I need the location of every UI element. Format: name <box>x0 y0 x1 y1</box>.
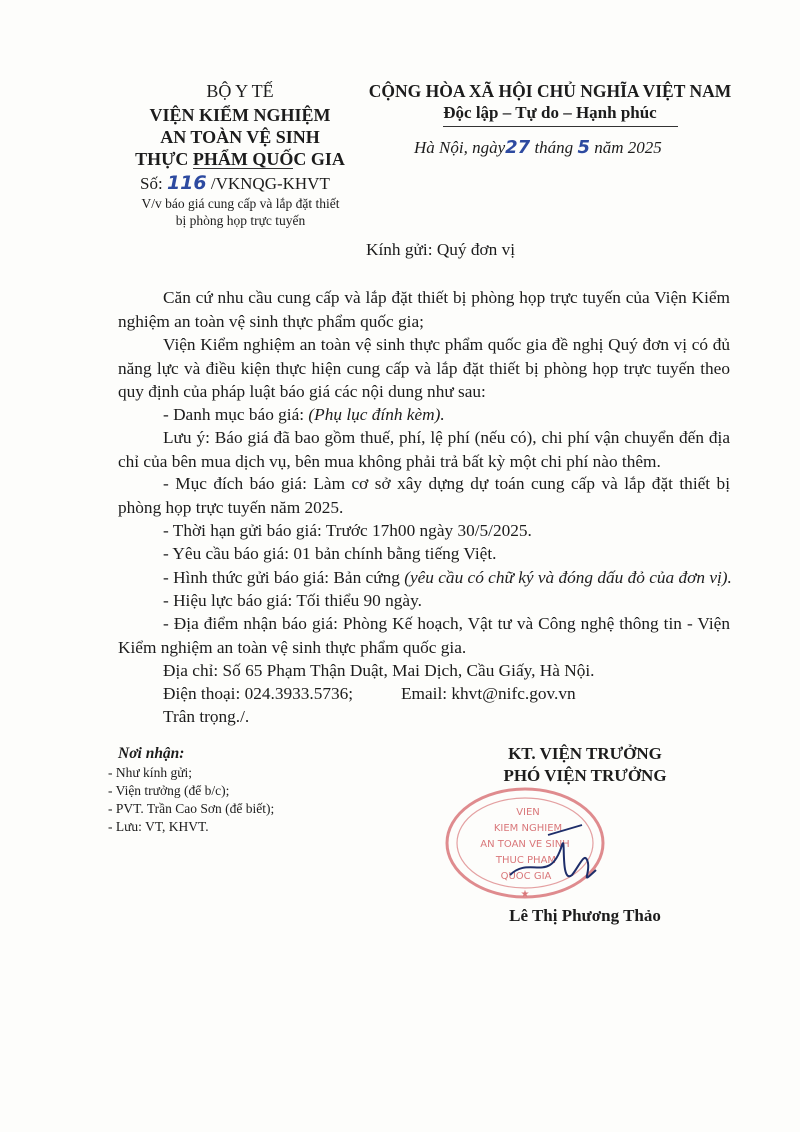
catalog-label: - Danh mục báo giá: <box>163 405 305 424</box>
ministry-name <box>130 80 350 102</box>
list-item-location: - Địa điểm nhận báo giá: Phòng Kế hoạch, Vật tư và Công nghệ thông tin - Viện Kiểm nghiệm an toàn vệ sinh thực phẩm quốc gia. <box>118 614 730 657</box>
list-item-validity: - Hiệu lực báo giá: Tối thiểu 90 ngày. <box>163 591 422 610</box>
stamp-line-3: AN TOAN VE SINH <box>480 839 570 850</box>
form-label: - Hình thức gửi báo giá: Bản cứng <box>163 568 400 587</box>
number-suffix: /VKNQG-KHVT <box>210 174 330 193</box>
recipient-item: - Lưu: VT, KHVT. <box>108 819 209 834</box>
country-name: CỘNG HÒA XÃ HỘI CHỦ NGHĨA VIỆT NAM <box>368 81 732 101</box>
institute-line-1: VIỆN KIỂM NGHIỆM <box>149 105 331 125</box>
recipient-line: Kính gửi: Quý đơn vị <box>366 240 516 259</box>
recipient-item: - Viện trưởng (để b/c); <box>108 783 230 798</box>
subject-line-2: bị phòng họp trực tuyến <box>175 213 306 228</box>
date-month-handwritten: 5 <box>577 137 590 158</box>
phone-line: Điện thoại: 024.3933.5736; <box>163 684 354 703</box>
subject <box>118 195 363 229</box>
email-line[interactable]: Email: khvt@nifc.gov.vn <box>401 684 576 703</box>
list-item-form <box>118 566 730 590</box>
stamp-line-1: VIEN <box>516 807 540 818</box>
number-handwritten: 116 <box>166 172 207 194</box>
stamp-line-5: QUOC GIA <box>500 871 552 882</box>
body-paragraph-request: Viện Kiểm nghiệm an toàn vệ sinh thực phẩm quốc gia đề nghị Quý đơn vị có đủ năng lực và điều kiện thực hiện cung cấp và lắp đặt thiết bị phòng họp trực tuyến theo quy định của pháp luật báo giá các nội dung như sau: <box>118 335 730 401</box>
motto-underline <box>443 126 678 127</box>
list-item-deadline: - Thời hạn gửi báo giá: Trước 17h00 ngày 30/5/2025. <box>163 521 532 540</box>
catalog-value: (Phụ lục đính kèm). <box>308 405 445 424</box>
signature-position-1: KT. VIỆN TRƯỞNG <box>508 744 662 763</box>
form-value: (yêu cầu có chữ ký và đóng dấu đỏ của đơn vị). <box>404 568 732 587</box>
date-prefix: Hà Nội, ngày <box>414 138 506 157</box>
recipients-title: Nơi nhận: <box>118 745 185 762</box>
date-day-handwritten: 27 <box>505 137 531 158</box>
ministry-label: BỘ Y TẾ <box>206 81 274 101</box>
stamp-line-4: THUC PHAM <box>495 855 557 866</box>
stamp-star-icon: ★ <box>520 889 530 900</box>
institute-line-3: THỰC PHẨM QUỐC GIA <box>135 149 345 169</box>
address-line: Địa chỉ: Số 65 Phạm Thận Duật, Mai Dịch, Cầu Giấy, Hà Nội. <box>163 661 595 680</box>
list-item-purpose: - Mục đích báo giá: Làm cơ sở xây dựng dự toán cung cấp và lắp đặt thiết bị phòng họp trực tuyến năm 2025. <box>118 474 730 517</box>
note-paragraph: Lưu ý: Báo giá đã bao gồm thuế, phí, lệ phí (nếu có), chi phí vận chuyển đến địa chỉ của bên mua dịch vụ, bên mua không phải trả bất kỳ một chi phí nào thêm. <box>118 428 730 471</box>
document-number <box>140 172 350 195</box>
date-month-label: tháng <box>534 138 574 157</box>
stamp-line-2: KIEM NGHIEM <box>493 823 563 834</box>
issue-date <box>414 137 734 159</box>
signature-position-2: PHÓ VIỆN TRƯỞNG <box>503 766 667 785</box>
header-left-underline <box>193 168 293 169</box>
date-year: năm 2025 <box>594 138 662 157</box>
motto: Độc lập – Tự do – Hạnh phúc <box>443 103 657 122</box>
list-item-requirement: - Yêu cầu báo giá: 01 bản chính bằng tiếng Việt. <box>163 544 497 563</box>
institute-line-2: AN TOÀN VỆ SINH <box>160 127 320 147</box>
subject-line-1: V/v báo giá cung cấp và lắp đặt thiết <box>141 196 340 211</box>
recipient-item: - PVT. Trần Cao Sơn (để biết); <box>108 801 275 816</box>
list-item-catalog <box>118 403 730 427</box>
closing-line: Trân trọng./. <box>163 707 250 726</box>
body-paragraph-basis: Căn cứ nhu cầu cung cấp và lắp đặt thiết bị phòng họp trực tuyến của Viện Kiểm nghiệm an toàn vệ sinh thực phẩm quốc gia; <box>118 288 730 331</box>
recipient-item: - Như kính gửi; <box>108 765 193 780</box>
signer-name: Lê Thị Phương Thảo <box>509 906 661 925</box>
handwritten-signature <box>500 815 610 900</box>
number-prefix: Số: <box>140 174 163 193</box>
institute-name <box>130 104 350 170</box>
